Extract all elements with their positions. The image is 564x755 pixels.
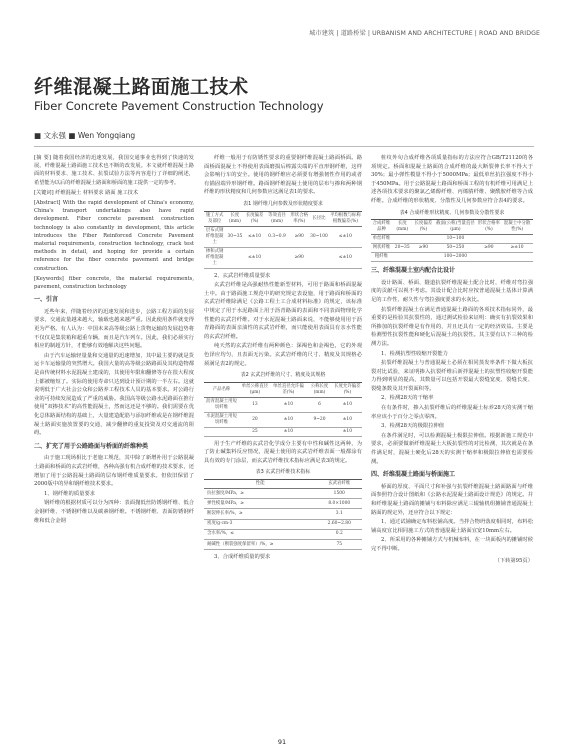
- table-caption: 表4 合成纤维形状精度、几何参数及分散性要求: [399, 209, 505, 216]
- continued-note: （下转第95页）: [494, 557, 533, 564]
- table-row: 单丝纤维 10~100: [371, 235, 533, 244]
- table-row: 含水率/%，≤ 0.2: [204, 529, 362, 539]
- table-header: 单丝公称直径(μm): [239, 382, 271, 397]
- paragraph: 抗裂纤维混凝土在满足普通混凝土路面的各项技术指标同外，最重要的是检验其抗裂性的，通过测试检验来证明：确实有抗裂效果和所掺加的抗裂纤维是有作用的，并且还具有一定的经济效益。主要是检测塑性抗裂性能和硬化后混凝土的抗裂性。其主要有以下三种的检测方法。: [371, 306, 533, 347]
- table-row: 25 ±10 ±10: [204, 427, 362, 436]
- column-middle: [204, 154, 362, 719]
- paragraph: 2、所采用的各种摊铺方式与机械布料，在一块面板内的摊铺时候完不得中断。: [371, 537, 533, 552]
- table-row: 沥青混凝土用短切纤维 13 ±10 6 ±10: [204, 397, 362, 412]
- table-header: 截面(公称)当量直径(μm): [434, 220, 476, 235]
- paragraph: 钢纤维的根据材质可以分为四种：表面抛低丝防锈钢纤维、低合金钢纤维、不锈钢纤维以及碳素钢纤维。不锈钢纤维、表面防锈钢纤维和低合金钢: [34, 500, 194, 524]
- table-row: 水泥混凝土用短切纤维 20 ±10 9~20 ±10: [204, 412, 362, 427]
- table-header: 单丝直径允许偏差(%): [271, 382, 307, 397]
- table-header: 长度(mm): [225, 211, 244, 226]
- subsection-heading: 1、检测抗塑性收缩开裂能力: [381, 350, 448, 357]
- table-row: 弹性模量/MPa，≥ 8.0×1000: [204, 499, 362, 509]
- section-heading: 四、纤维混凝土路面与桥面施工: [371, 471, 456, 479]
- table-caption: 表1 钢纤维几何参数及形状精度要求: [243, 200, 323, 207]
- column-right: [371, 154, 533, 719]
- paragraph: 玄武岩纤维是高强耐热性能新型材料，可用于路面和桥面混凝土中。由于路面施工规范中的研究规定表设施，用于路面和桥面的玄武岩纤维除满足《公路工程土工合成材料标准》的规定，该标准中规定了用于水泥路面上用于沥青路面的表面和不同表面物理化学性能的玄武岩纤维。对于水泥混凝土路面来说，不能够使用用于沥青路面的表面亲油性的玄武岩纤维，而只能使用表面具有亲水性能的玄武岩纤维。: [204, 282, 362, 340]
- title-chinese: 纤维混凝土路面施工技术: [34, 76, 249, 98]
- title-english: Fiber Concrete Pavement Construction Technology: [34, 99, 324, 113]
- paragraph: 桩纹外旬合成纤维各项质量指标的方法应符合GB/T21120的各项规定。桥面和混凝土路面的合成纤维的最大断裂伸长率不得大于30%；最小弹性模量不得小于5000MPa；最低单丝抗拉强度不得小于450MPa。用于公路混凝土路面和桥面工程的有机纤维可用满足上述各项技术要求的聚氯乙烯醇纤维、丙烯腈纤维、聚酰胺纤维等合成纤维。合成纤维的形状精度、分散性及几何参数应符合表4的要求。: [371, 155, 533, 204]
- table-row: 粗纤维 100~2000: [371, 253, 533, 262]
- paragraph: 在有条件时，掺入抗裂纤维后的纤维混凝土标养28天的实测干缩率应该小于百分之零点零四。: [371, 405, 533, 420]
- table-row: 抗拉强度/MPa，≥ 1500: [204, 489, 362, 499]
- table-header: 长径比: [309, 211, 329, 226]
- column-left: [34, 154, 194, 754]
- table-header: 性能: [204, 480, 317, 489]
- table-header: 等效直径(mm): [265, 211, 290, 226]
- table-synthetic-fiber: [371, 219, 533, 262]
- journal-header: 城市建筑 | 道路桥梁 | URBANISM AND ARCHITECTURE | ROAD AND BRIDGE: [309, 30, 540, 37]
- table-header: 合成纤维品种: [371, 220, 392, 235]
- table-steel-fiber: [204, 211, 362, 269]
- abstract-cn: [摘 要] 随着我国经济的迅速发展，我国交通事业也得到了快速的发展。纤维混凝土路面施工技术也不断的改发展。本文就纤维混凝土路面的材料要求、施工技术、抗裂试验方法等内容进行了详细的阐述，希望能为以后的纤维混凝土路面和桥面的施工提供一定的参考。: [34, 155, 194, 186]
- table-header: 长度偏差(%): [245, 211, 265, 226]
- subsection-heading: 2、玄武岩纤维质量要求: [214, 272, 271, 279]
- subsection-heading: 2、检测28天的干缩率: [381, 395, 434, 402]
- title-divider: [34, 146, 534, 147]
- author-line: ■ 文永强 ■ Wen Yongqiang: [34, 131, 136, 140]
- table-caption: 表3 玄武岩纤维技术指标: [255, 469, 311, 476]
- paragraph: 纤维一般用于有防锈性要求的重要钢纤维混凝土路面桥面。路面桥面混凝土不得使用表面磨损后棒露尖端的平直形钢纤维，这样会影响行车的安全。使用的钢纤维应必须要有增强韧性作用的或者有锚固端异形钢纤维。路面钢纤维混凝土使用的层布与掺和两种钢纤维的形状精度和几何参数应这满足表1的要求。: [204, 155, 362, 196]
- table-header: 玄武岩纤维: [317, 480, 362, 489]
- table-header: 长度偏差(%): [413, 220, 435, 235]
- paragraph: 用于生产纤维的玄武岩化学成分主要有中性和碱性这两种，为了防止碱集料反应情况，混凝土使用的玄武岩纤维表面一般都涂有具有效的专门涂层，而玄武岩纤维技术指标应满足表3的规定。: [204, 440, 362, 464]
- table-header: 施工方式及部位: [204, 211, 225, 226]
- table-row: 耐碱性（断裂强度保留率）/%，≥ 75: [204, 540, 362, 550]
- paragraph: 在条件满足时，可以检测混凝土极限拉伸值。根据新施工规范中要求，必须要做新纤维混凝土大板抗裂性的对比检测，其次就是在条件满足时，混凝土硬化后28天的实测干缩率和极限拉伸值也需要检测。: [371, 432, 533, 465]
- abstract-en: [Abstract] With the rapid development of China's economy, China's transport undertakings also have rapid development. Fiber concrete pavement construction technology is also constantly in development, this article introduces the Fiber Reinforced Concrete Pavement material requirements, construction technology, crack test methods in detail, and hoping for provide a certain reference for the fiber concrete pavement and bridge construction.: [34, 200, 194, 272]
- paragraph: 设计路面、桥面、隧道抗裂纤维混凝土配合比时，纤维对弯拉强度的贡献可以视不考虑。其设计配合比时应按普通混凝土基体计算满足的工作性、耐久性与弯拉强度要求的水灰比。: [371, 279, 533, 303]
- table-row: 网状纤维 20~35 ≥90 50~250 ≥90 ≥±10: [371, 244, 533, 253]
- table-header: 形状合格率(%): [289, 211, 309, 226]
- page-number: 91: [277, 738, 287, 746]
- table-header: 长度(mm): [392, 220, 413, 235]
- paragraph: 桥面的厚度、平面尺寸和补强与抗裂纤维混凝土路面路面与纤维面参照符合设计图纸和《公路水泥混凝土路面设计规范》的规定。并和纤维混凝土路面的摊铺与布料除应满足三辊轴机组摊铺普通混凝土路面的规定外，还应符合以下规定：: [371, 483, 533, 516]
- table-header: 混凝土中分散性(%): [501, 220, 533, 235]
- subsection-heading: 1、钢纤维的质量要求: [44, 490, 96, 497]
- table-header: 公称长度(mm): [306, 382, 333, 397]
- section-heading: 三、纤维混凝土室内配合比设计: [371, 267, 456, 275]
- subsection-heading: 3、检测28天的极限拉伸值: [381, 423, 445, 430]
- table-row: 断裂伸长率/%，≥ 3.1: [204, 509, 362, 519]
- table-header: 长度允许偏差(%): [333, 382, 362, 397]
- table-header: 平均根数与标称根数偏差(%): [329, 211, 362, 226]
- paragraph: 由于汽车运输轻量量和交通量的迅速增加，其中最主要的就是货运卡车运输量的突然增大。我国大量的高等级公路路面及其构造物都是由传统材料水泥混凝土建成的，其使用年限和翻修等存在很大程度上都被缩短了。实际的使用寿命只达到设计预计期的一半左右。这就说明低于广大社会公众和公路养工程技术人员的基本要求。对公路行业的可持续发展造成了严重的威胁。我国高等级公路水泥路面在推行使用“双掺技术”的高性能混凝土，然而这还是不够的。我们需要在优化总体路面结构的基础上，大量建造配筋与添加纤维或是在钢纤维混凝土路面实施放置要的交通，减少翻修的重复投资及对交通流的阻碍。: [34, 352, 194, 437]
- table-row: 层布式钢纤维混凝土 30~35 ≤±10 0.3~0.9 ≥90 30~100 ≤±10: [204, 226, 362, 247]
- keywords-en: [Keywords] fiber concrete, the material requirements, pavement, construction technology: [34, 275, 194, 291]
- keywords-cn: [关键词] 纤维混凝土 材料要求 路面 施工技术: [34, 189, 139, 196]
- section-heading: 二、扩充了用于公路路面与桥面的纤维种类: [34, 442, 149, 450]
- table-caption: 表2 玄武岩纤维的尺寸、精度及其规格: [240, 372, 326, 379]
- paragraph: 纯天然的玄武岩纤维有两种颜色：深褐色和金褐色，它的外观色泽应均匀，且表面无污染。玄武岩纤维的尺寸、精度及其规格必须满足表2的规定。: [204, 343, 362, 367]
- section-heading: 一、引言: [34, 296, 59, 304]
- paragraph: 抗裂纤维混凝土与普通混凝土必须在相同蒸发率条件下做大板抗裂对比试验，来证明掺入抗裂纤维后新拌混凝土的抗塑性收缩开裂能力得到明显的提高，其数量可以包括开裂最大裂缝宽度、裂缝长度、裂缝条数及其开裂面积等。: [371, 360, 533, 392]
- table-header: 形状合格率(%): [477, 220, 502, 235]
- paragraph: 1、通过试铺确定布料松铺高度。当拌合物坍落度相同时，布料松铺高度宜比相同施工方式的普通混凝土路面宜宽10mm左右。: [371, 519, 533, 534]
- table-row: 密度/g·cm-3 2.60~2.80: [204, 519, 362, 529]
- table-header: 产品名称: [204, 382, 239, 397]
- paragraph: 由于施工现场相比于老施工规范，其中除了新增补用于公路混凝土路面和桥面的玄武岩纤维，各种高强有机合成纤维的技术要求，还增加了用于公路混凝土路面的层布钢纤维质量要求。但依旧保留了2000版中的异和钢纤维技术要求。: [34, 455, 194, 488]
- table-basalt-spec: [204, 382, 362, 437]
- paragraph: 近些年来，伴随着经济的迅速发展和进步，公路工程方面的发展要求，交通流量越来越大，轴载也越来越严重。因此使用条件就变得更为严格。有人认为：中国未来高等级公路上货物运输的发展趋势将不仅仅是集装箱和超重车辆，而且是汽车列车。因此，我们必须实行相应的制超方针，才能够有效地解决这些问题。: [34, 308, 194, 350]
- subsection-heading: 3、合成纤维质量的要求: [214, 554, 271, 561]
- table-row: 掺和式钢纤维混凝土 ≤±10 ≥90 ≤±10: [204, 247, 362, 268]
- table-basalt-tech: [204, 479, 362, 550]
